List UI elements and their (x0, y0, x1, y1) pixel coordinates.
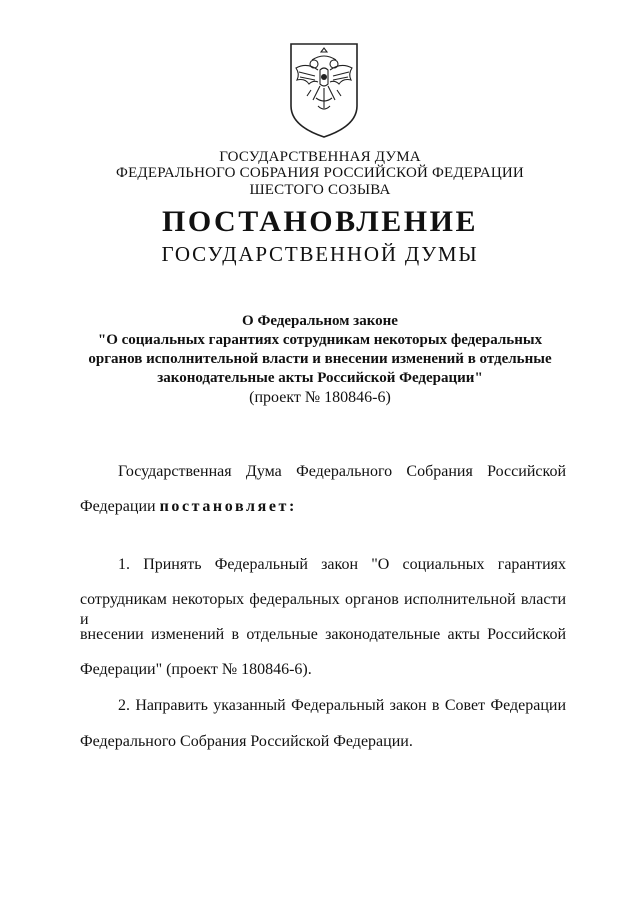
item1-line-4: Федерации" (проект № 180846-6). (80, 661, 312, 678)
org-line-1: ГОСУДАРСТВЕННАЯ ДУМА (219, 149, 421, 165)
item1-line-2: сотрудникам некоторых федеральных органов исполнительной власти и (80, 591, 566, 628)
org-line-3: ШЕСТОГО СОЗЫВА (249, 182, 391, 198)
item2-line-2: Федерального Собрания Российской Федерации. (80, 733, 413, 750)
resolves-keyword: постановляет: (159, 498, 297, 515)
subject-project-number: (проект № 180846-6) (249, 389, 391, 406)
subject-block (0, 312, 640, 407)
subject-line-2: "О социальных гарантиях сотрудникам некоторых федеральных (97, 332, 543, 348)
subject-line-4: законодательные акты Российской Федерации" (157, 370, 483, 386)
intro-line-2 (80, 497, 566, 517)
item2-line-1: 2. Направить указанный Федеральный закон в Совет Федерации (118, 697, 566, 714)
item1-line-3: внесении изменений в отдельные законодательные акты Российской (80, 626, 566, 643)
item1-line-1: 1. Принять Федеральный закон "О социальных гарантиях (118, 556, 566, 573)
org-line-2: ФЕДЕРАЛЬНОГО СОБРАНИЯ РОССИЙСКОЙ ФЕДЕРАЦИИ (116, 165, 524, 181)
document-title: ПОСТАНОВЛЕНИЕ (162, 205, 478, 238)
intro-text: Федерации (80, 498, 160, 515)
document-subtitle: ГОСУДАРСТВЕННОЙ ДУМЫ (161, 242, 479, 266)
subject-line-1: О Федеральном законе (242, 313, 398, 329)
intro-line-1: Государственная Дума Федерального Собрания Российской (118, 463, 566, 480)
subject-line-3: органов исполнительной власти и внесении изменений в отдельные (88, 351, 552, 367)
coat-of-arms-icon (287, 40, 361, 140)
